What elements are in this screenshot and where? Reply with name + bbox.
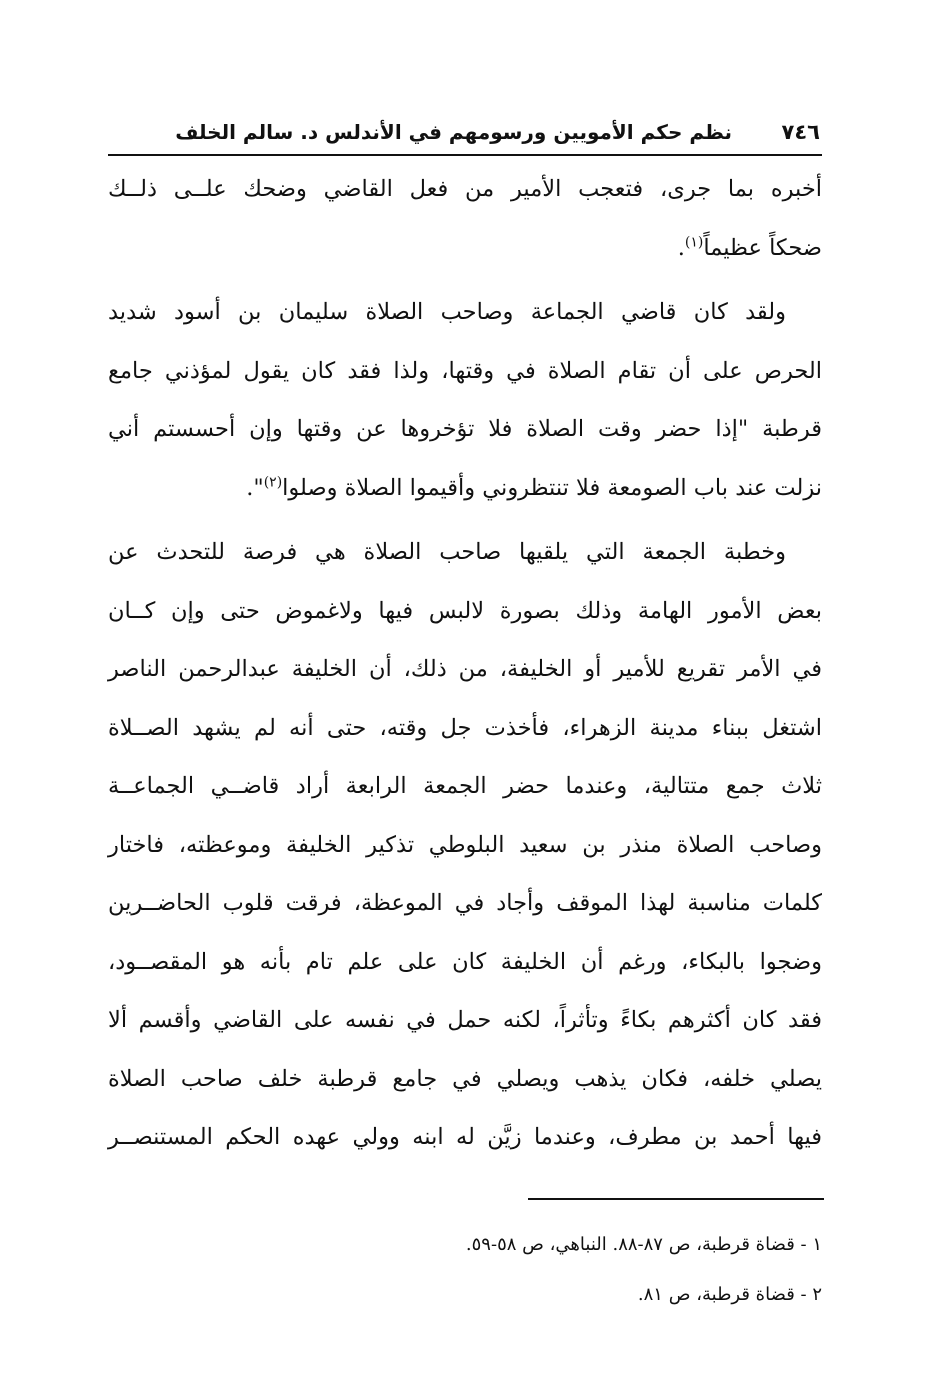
text-line: يصلي خلفه، فكان يذهب ويصلي في جامع قرطبة خلف صاحب الصلاة	[108, 1065, 822, 1092]
text-line-end: .	[677, 234, 685, 261]
text-line: كلمات مناسبة لهذا الموقف وأجاد في الموعظة، فرقت قلوب الحاضــرين	[108, 890, 822, 916]
text-line	[108, 219, 822, 278]
text-line	[108, 459, 822, 518]
footnote-reference: (٢)	[263, 474, 283, 490]
text-line-end: ".	[246, 474, 264, 501]
text-line-content: نزلت عند باب الصومعة فلا تنتظروني وأقيموا الصلاة وصلوا	[282, 474, 822, 501]
page-number: ٧٤٦	[781, 120, 820, 144]
text-line: فقد كان أكثرهم بكاءً وتأثراً، لكنه حمل في نفسه على القاضي وأقسم ألا	[108, 1007, 822, 1033]
footnote-reference: (١)	[684, 234, 704, 250]
running-header	[108, 118, 822, 156]
running-title: نظم حكم الأمويين ورسومهم في الأندلس د. سالم الخلف	[175, 120, 732, 144]
footnote-separator	[528, 1198, 824, 1200]
text-line: في الأمر تقريع للأمير أو الخليفة، من ذلك، أن الخليفة عبدالرحمن الناصر	[108, 656, 822, 682]
text-line: اشتغل ببناء مدينة الزهراء، فأخذت جل وقته، حتى أنه لم يشهد الصــلاة	[108, 714, 822, 741]
text-line-content: ضحكاً عظيماً	[703, 234, 822, 261]
text-line: قرطبة "إذا حضر وقت الصلاة فلا تؤخروها عن وقتها وإن أحسستم أني	[108, 416, 822, 442]
text-line: أخبره بما جرى، فتعجب الأمير من فعل القاضي وضحك علــى ذلــك	[108, 176, 822, 202]
text-line: وصاحب الصلاة منذر بن سعيد البلوطي تذكير الخليفة وموعظته، فاختار	[108, 831, 822, 858]
footnote: ٢ - قضاة قرطبة، ص ٨١.	[637, 1284, 822, 1305]
text-line: وخطبة الجمعة التي يلقيها صاحب الصلاة هي فرصة للتحدث عن	[108, 539, 786, 565]
text-line: فيها أحمد بن مطرف، وعندما زيَّن له ابنه وولي عهده الحكم المستنصــر	[108, 1124, 822, 1150]
footnote: ١ - قضاة قرطبة، ص ٨٧-٨٨. النباهي، ص ٥٨-٥٩.	[465, 1234, 822, 1255]
text-line: وضجوا بالبكاء، ورغم أن الخليفة كان على علم تام بأنه هو المقصــود،	[108, 948, 822, 975]
text-line: الحرص على أن تقام الصلاة في وقتها، ولذا فقد كان يقول لمؤذني جامع	[108, 357, 822, 384]
main-text	[108, 160, 822, 1167]
footnotes	[108, 1225, 822, 1325]
text-line: بعض الأمور الهامة وذلك بصورة لالبس فيها ولاغموض حتى وإن كــان	[108, 597, 822, 624]
text-line: ثلاث جمع متتالية، وعندما حضر الجمعة الرابعة أراد قاضــي الجماعــة	[108, 773, 822, 799]
text-line: ولقد كان قاضي الجماعة وصاحب الصلاة سليمان بن أسود شديد	[108, 299, 786, 325]
